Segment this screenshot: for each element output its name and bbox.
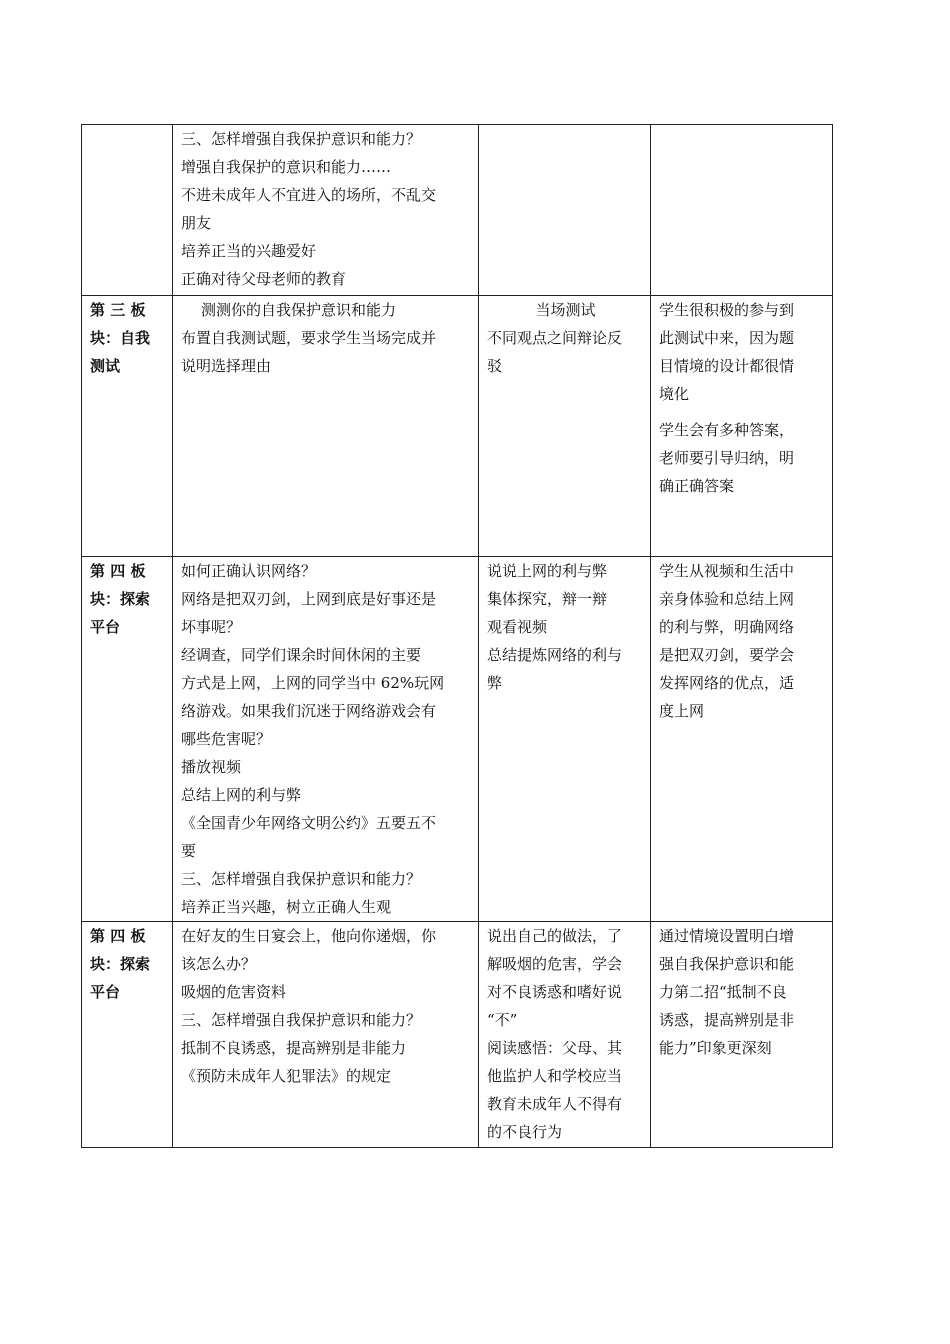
content-line: 布置自我测试题，要求学生当场完成并 — [181, 329, 437, 347]
note-line: 学生很积极的参与到 — [659, 301, 795, 319]
activity-line: 总结提炼网络的利与 — [487, 646, 623, 664]
note-line: 是把双刃剑，要学会 — [659, 646, 795, 664]
note-line: 发挥网络的优点，适 — [659, 674, 795, 692]
note-line: 诱惑，提高辨别是非 — [659, 1011, 795, 1029]
activity-line: 说出自己的做法，了 — [487, 927, 623, 945]
content-line: 哪些危害呢？ — [181, 730, 272, 748]
content-line: 如何正确认识网络？ — [181, 562, 317, 580]
content-line: 不进未成年人不宜进入的场所，不乱交 — [181, 186, 437, 204]
note-line: 学生从视频和生活中 — [659, 562, 795, 580]
content-line: 网络是把双刃剑，上网到底是好事还是 — [181, 590, 437, 608]
section-title: 块：自我 — [90, 329, 151, 347]
section-cell — [82, 296, 173, 557]
content-line: 经调查，同学们课余时间休闲的主要 — [181, 646, 422, 664]
note-cell — [651, 922, 833, 1148]
content-cell — [173, 557, 479, 922]
section-title: 测试 — [90, 357, 121, 375]
content-line: 测测你的自我保护意识和能力 — [201, 301, 397, 319]
activity-line: 教育未成年人不得有 — [487, 1095, 623, 1113]
activity-cell — [479, 296, 651, 557]
note-line: 此测试中来，因为题 — [659, 329, 795, 347]
note-line: 的利与弊，明确网络 — [659, 618, 795, 636]
content-line: 说明选择理由 — [181, 357, 272, 375]
note-line: 老师要引导归纳，明 — [659, 449, 795, 467]
content-line: 络游戏。如果我们沉迷于网络游戏会有 — [181, 702, 437, 720]
section-title: 平台 — [90, 983, 121, 1001]
activity-line: 说说上网的利与弊 — [487, 562, 608, 580]
activity-line: 对不良诱惑和嗜好说 — [487, 983, 623, 1001]
activity-line: 弊 — [487, 674, 503, 692]
content-line: 增强自我保护的意识和能力…… — [181, 158, 392, 176]
table-row — [82, 125, 833, 296]
activity-line: 集体探究，辩一辩 — [487, 590, 608, 608]
section-title: 平台 — [90, 618, 121, 636]
note-cell — [651, 125, 833, 296]
note-line: 力第二招“抵制不良 — [659, 983, 787, 1001]
section-title: 第 四 板 — [90, 927, 146, 945]
activity-line: 他监护人和学校应当 — [487, 1067, 623, 1085]
content-line: 在好友的生日宴会上，他向你递烟，你 — [181, 927, 437, 945]
table-row — [82, 296, 833, 557]
content-line: 朋友 — [181, 214, 212, 232]
section-title: 第 三 板 — [90, 301, 146, 319]
content-line: 坏事呢？ — [181, 618, 242, 636]
section-title: 块：探索 — [90, 590, 151, 608]
note-line: 境化 — [659, 385, 690, 403]
content-line: 《全国青少年网络文明公约》五要五不 — [181, 814, 437, 832]
content-line: 方式是上网，上网的同学当中 62%玩网 — [181, 674, 445, 692]
note-line: 确正确答案 — [659, 477, 735, 495]
note-line: 强自我保护意识和能 — [659, 955, 795, 973]
activity-cell — [479, 557, 651, 922]
activity-cell — [479, 125, 651, 296]
section-cell — [82, 922, 173, 1148]
activity-cell — [479, 922, 651, 1148]
note-cell — [651, 557, 833, 922]
note-line: 通过情境设置明白增 — [659, 927, 795, 945]
section-cell — [82, 125, 173, 296]
note-cell — [651, 296, 833, 557]
content-line: 抵制不良诱惑，提高辨别是非能力 — [181, 1039, 407, 1057]
note-line: 目情境的设计都很情 — [659, 357, 795, 375]
content-line: 播放视频 — [181, 758, 242, 776]
section-cell — [82, 557, 173, 922]
note-line: 亲身体验和总结上网 — [659, 590, 795, 608]
note-line: 能力”印象更深刻 — [659, 1039, 772, 1057]
activity-line: 不同观点之间辩论反 — [487, 329, 623, 347]
section-title: 第 四 板 — [90, 562, 146, 580]
content-cell — [173, 922, 479, 1148]
content-line: 三、怎样增强自我保护意识和能力？ — [181, 130, 422, 148]
activity-line: 驳 — [487, 357, 503, 375]
content-line: 总结上网的利与弊 — [181, 786, 302, 804]
lesson-plan-table — [81, 124, 833, 1148]
section-title: 块：探索 — [90, 955, 151, 973]
content-line: 《预防未成年人犯罪法》的规定 — [181, 1067, 392, 1085]
content-cell — [173, 296, 479, 557]
activity-line: 观看视频 — [487, 618, 548, 636]
table-row — [82, 922, 833, 1148]
content-line: 三、怎样增强自我保护意识和能力？ — [181, 870, 422, 888]
content-line: 要 — [181, 842, 197, 860]
content-line: 培养正当的兴趣爱好 — [181, 242, 317, 260]
note-line: 度上网 — [659, 702, 705, 720]
content-line: 三、怎样增强自我保护意识和能力？ — [181, 1011, 422, 1029]
activity-line: 的不良行为 — [487, 1123, 563, 1141]
content-line: 吸烟的危害资料 — [181, 983, 287, 1001]
content-line: 该怎么办？ — [181, 955, 257, 973]
note-line: 学生会有多种答案， — [659, 421, 795, 439]
activity-line: 解吸烟的危害，学会 — [487, 955, 623, 973]
content-cell — [173, 125, 479, 296]
content-line: 正确对待父母老师的教育 — [181, 270, 347, 288]
activity-line: 阅读感悟：父母、其 — [487, 1039, 623, 1057]
activity-line: 当场测试 — [535, 301, 596, 319]
table-row — [82, 557, 833, 922]
activity-line: “不” — [487, 1011, 518, 1029]
content-line: 培养正当兴趣，树立正确人生观 — [181, 898, 392, 916]
